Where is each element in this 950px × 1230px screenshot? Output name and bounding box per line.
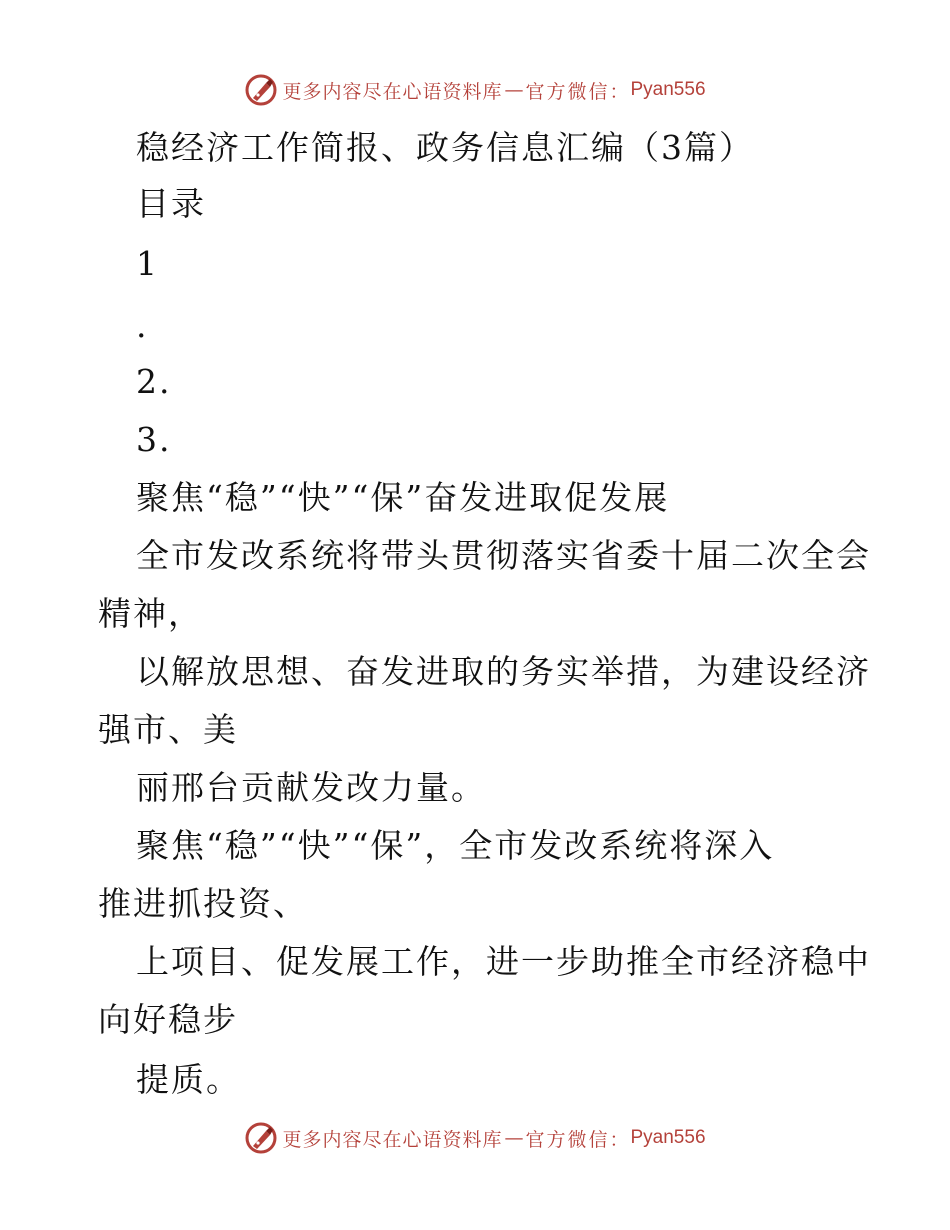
paragraph-line: 丽邢台贡献发改力量。 bbox=[136, 768, 486, 807]
watermark-contact-label: 官方微信： bbox=[525, 80, 631, 103]
paragraph-line: 上项目、促发展工作，进一步助推全市经济稳中 bbox=[136, 942, 871, 981]
paragraph-line: 强市、美 bbox=[98, 710, 238, 749]
paragraph-line: 以解放思想、奋发进取的务实举措，为建设经济 bbox=[136, 652, 871, 691]
toc-item: . bbox=[136, 306, 149, 345]
watermark-dash: — bbox=[504, 1127, 524, 1149]
article-heading: 聚焦“稳”“快”“保”奋发进取促发展 bbox=[136, 478, 670, 517]
toc-heading: 目录 bbox=[136, 184, 206, 223]
paragraph-line: 向好稳步 bbox=[98, 1000, 238, 1039]
watermark-banner-bottom bbox=[0, 1118, 950, 1158]
toc-item: 3. bbox=[136, 420, 172, 459]
watermark-brand: 更多内容尽在心语资料库 bbox=[282, 80, 503, 103]
watermark-contact-id: Pyan556 bbox=[630, 1127, 706, 1148]
toc-item: 2. bbox=[136, 362, 172, 401]
paragraph-line: 全市发改系统将带头贯彻落实省委十届二次全会 bbox=[136, 536, 871, 575]
paragraph-line: 精神， bbox=[98, 594, 203, 633]
paragraph-line: 推进抓投资、 bbox=[98, 884, 308, 923]
watermark-contact-id: Pyan556 bbox=[630, 79, 706, 100]
watermark-dash: — bbox=[504, 79, 524, 101]
watermark-banner-top bbox=[0, 70, 950, 110]
document-title: 稳经济工作简报、政务信息汇编（3篇） bbox=[136, 128, 754, 167]
pen-logo-icon bbox=[244, 1121, 278, 1155]
toc-item: 1 bbox=[136, 244, 159, 283]
watermark-brand: 更多内容尽在心语资料库 bbox=[282, 1128, 503, 1151]
pen-logo-icon bbox=[244, 73, 278, 107]
paragraph-line: 聚焦“稳”“快”“保”，全市发改系统将深入 bbox=[136, 826, 775, 865]
watermark-contact-label: 官方微信： bbox=[525, 1128, 631, 1151]
paragraph-line: 提质。 bbox=[136, 1060, 241, 1099]
